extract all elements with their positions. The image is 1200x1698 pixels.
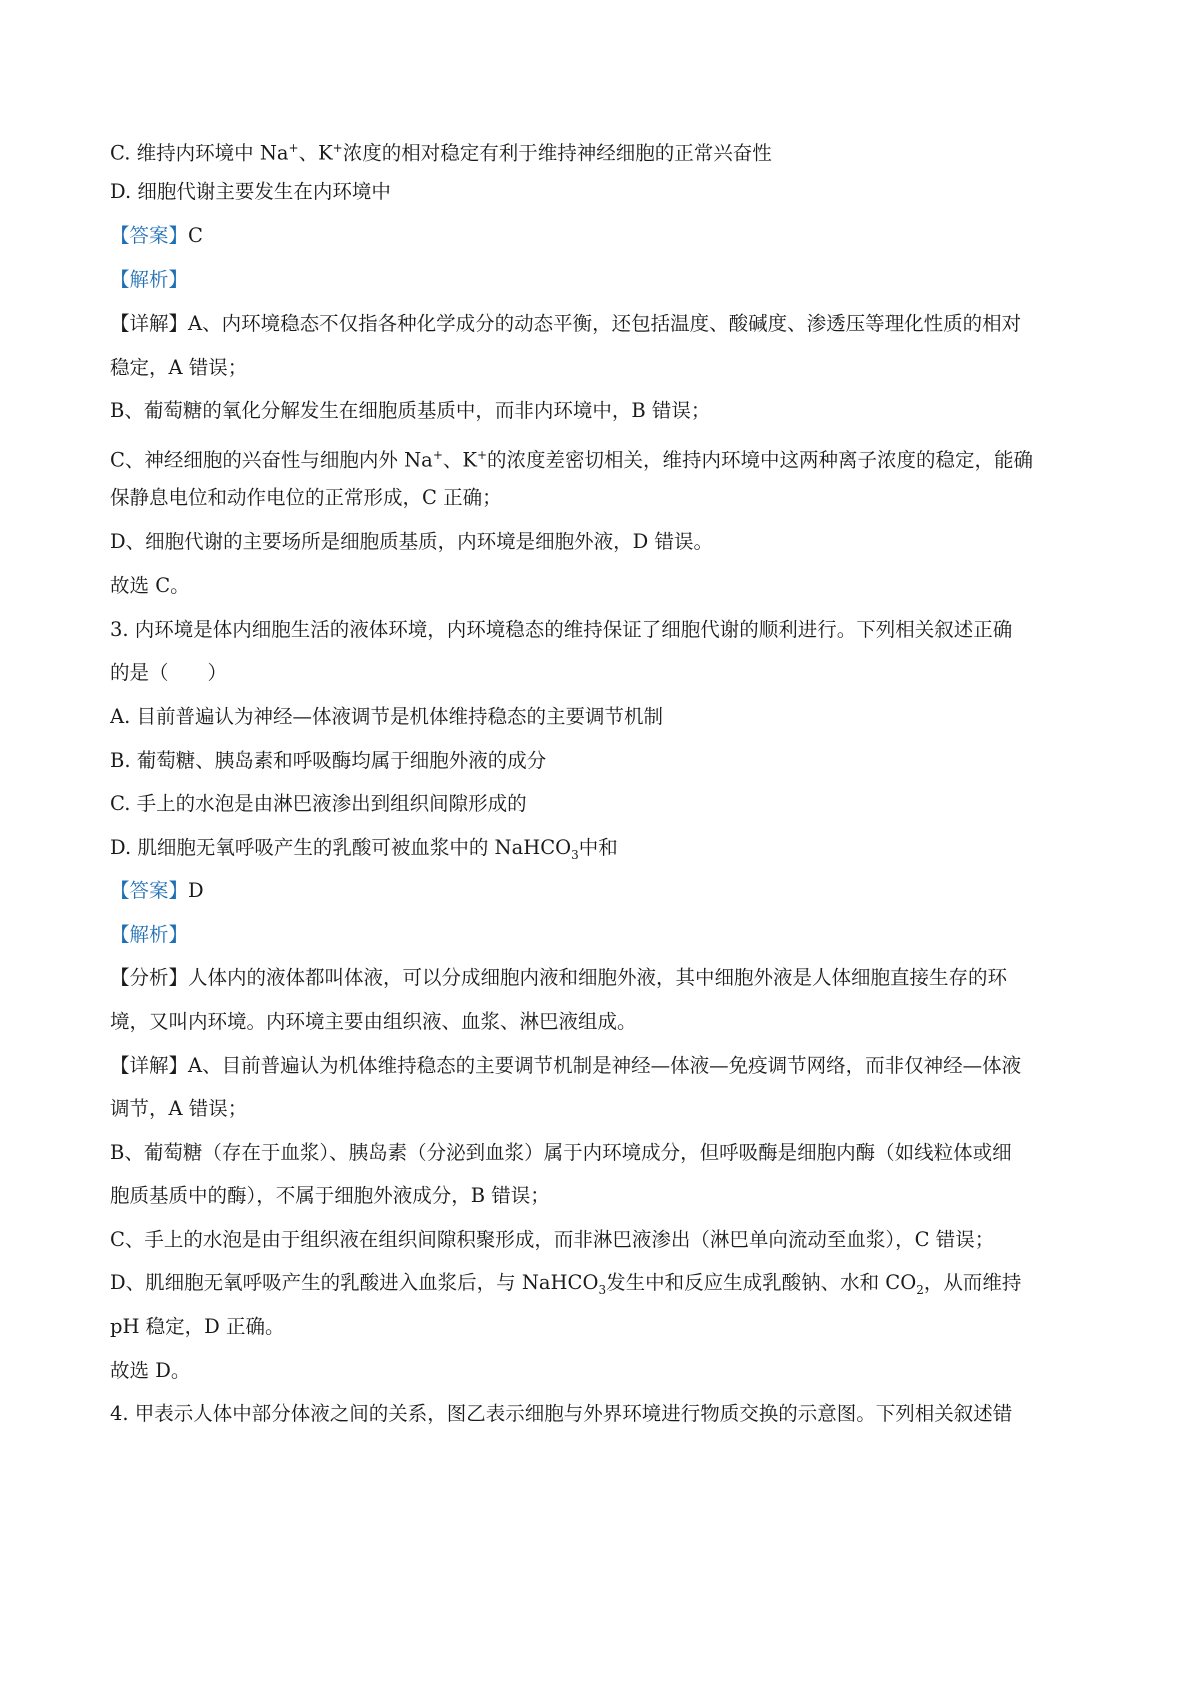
q3-stem-line2: 的是（ ） <box>110 661 228 684</box>
analysis-tag: 【解析】 <box>110 268 189 291</box>
q3-stem-line1: 3. 内环境是体内细胞生活的液体环境，内环境稳态的维持保证了细胞代谢的顺利进行。下列相关叙述正确 <box>110 618 1013 641</box>
analysis-head-tag: 【分析】 <box>110 966 189 989</box>
q3-analysis-line1: 【分析】人体内的液体都叫体液，可以分成细胞内液和细胞外液，其中细胞外液是人体细胞直接生存的环 <box>110 966 1008 989</box>
q3-answer <box>110 877 1100 905</box>
q2-option-c: C. 维持内环境中 Na+、K+浓度的相对稳定有利于维持神经细胞的正常兴奋性 <box>110 141 772 165</box>
q2-detail-b: B、葡萄糖的氧化分解发生在细胞质基质中，而非内环境中，B 错误； <box>110 399 711 422</box>
q2-option-d: D. 细胞代谢主要发生在内环境中 <box>110 180 391 203</box>
q2-detail-c-line1: C、神经细胞的兴奋性与细胞内外 Na+、K+的浓度差密切相关，维持内环境中这两种离子浓度的稳定，能确 <box>110 448 1034 472</box>
q3-detail-d-line1: D、肌细胞无氧呼吸产生的乳酸进入血浆后，与 NaHCO$_3$发生中和反应生成乳酸钠、水和 $CO_2$，从而维持 <box>110 1271 1022 1297</box>
q3-analysis-heading <box>110 921 1100 949</box>
detail-tag: 【详解】 <box>110 312 189 335</box>
q3-conclusion: 故选 D。 <box>110 1359 191 1382</box>
q3-option-d: D. 肌细胞无氧呼吸产生的乳酸可被血浆中的 NaHCO$_3$中和 <box>110 836 618 862</box>
q2-detail-a-line2: 稳定，A 错误； <box>110 356 248 379</box>
q3-detail-a-line2: 调节，A 错误； <box>110 1097 248 1120</box>
answer-tag: 【答案】 <box>110 879 189 902</box>
answer-value: C <box>188 224 203 247</box>
q3-detail-b-line2: 胞质基质中的酶），不属于细胞外液成分，B 错误； <box>110 1184 550 1207</box>
q3-analysis-line2: 境，又叫内环境。内环境主要由组织液、血浆、淋巴液组成。 <box>110 1010 637 1033</box>
q2-detail-a-line1: 【详解】A、内环境稳态不仅指各种化学成分的动态平衡，还包括温度、酸碱度、渗透压等理化性质的相对 <box>110 312 1022 335</box>
q3-option-b: B. 葡萄糖、胰岛素和呼吸酶均属于细胞外液的成分 <box>110 749 547 772</box>
q2-analysis-heading <box>110 266 1100 294</box>
q3-detail-d-line2: pH 稳定，D 正确。 <box>110 1315 285 1338</box>
q3-detail-c: C、手上的水泡是由于组织液在组织间隙积聚形成，而非淋巴液渗出（淋巴单向流动至血浆），C 错误； <box>110 1228 995 1251</box>
analysis-tag: 【解析】 <box>110 923 189 946</box>
answer-tag: 【答案】 <box>110 224 189 247</box>
detail-tag: 【详解】 <box>110 1054 189 1077</box>
q2-conclusion: 故选 C。 <box>110 574 190 597</box>
q2-detail-d: D、细胞代谢的主要场所是细胞质基质，内环境是细胞外液，D 错误。 <box>110 530 713 553</box>
q3-detail-b-line1: B、葡萄糖（存在于血浆）、胰岛素（分泌到血浆）属于内环境成分，但呼吸酶是细胞内酶（如线粒体或细 <box>110 1141 1012 1164</box>
q3-option-c: C. 手上的水泡是由淋巴液渗出到组织间隙形成的 <box>110 792 527 815</box>
q4-stem-line1: 4. 甲表示人体中部分体液之间的关系，图乙表示细胞与外界环境进行物质交换的示意图。下列相关叙述错 <box>110 1402 1013 1425</box>
q2-detail-c-line2: 保静息电位和动作电位的正常形成，C 正确； <box>110 486 502 509</box>
q3-option-a: A. 目前普遍认为神经—体液调节是机体维持稳态的主要调节机制 <box>110 705 663 728</box>
q3-detail-a-line1: 【详解】A、目前普遍认为机体维持稳态的主要调节机制是神经—体液—免疫调节网络，而非仅神经—体液 <box>110 1054 1022 1077</box>
answer-value: D <box>188 879 204 902</box>
q2-answer <box>110 222 1100 250</box>
